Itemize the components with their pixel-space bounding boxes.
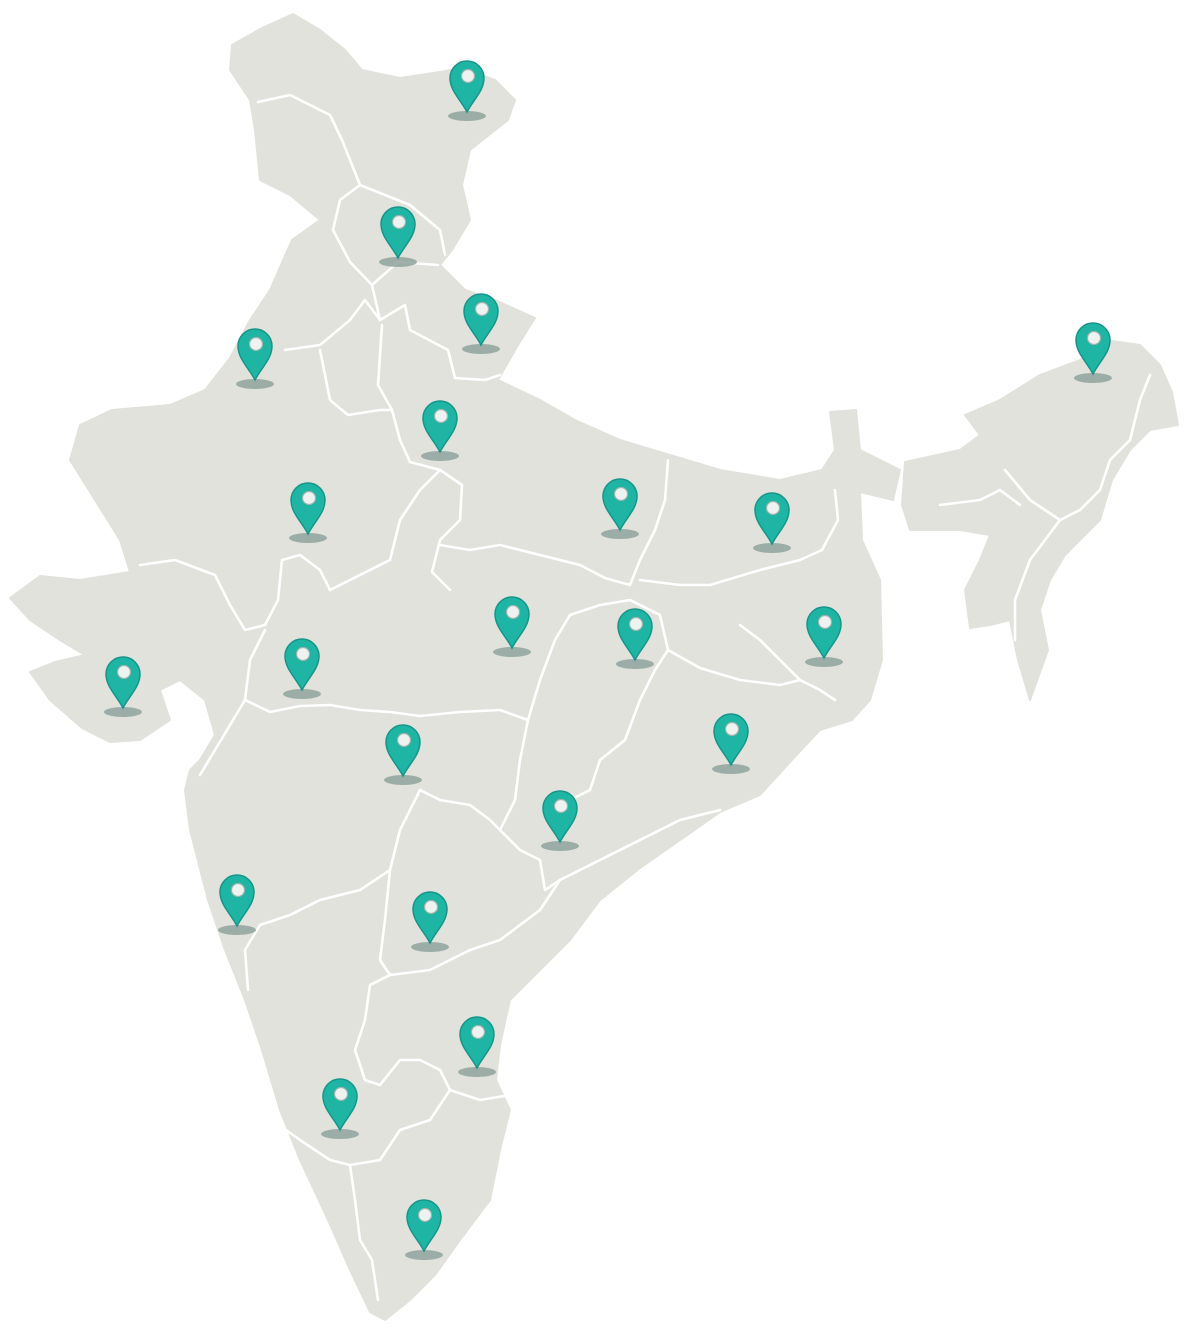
pin-center-dot [118, 666, 131, 679]
pin-center-dot [435, 410, 448, 423]
pin-center-dot [425, 901, 438, 914]
pin-center-dot [462, 70, 475, 83]
pin-center-dot [767, 502, 780, 515]
pin-center-dot [507, 606, 520, 619]
pin-center-dot [1088, 332, 1101, 345]
pin-center-dot [297, 648, 310, 661]
pin-center-dot [726, 723, 739, 736]
pin-center-dot [472, 1026, 485, 1039]
pin-center-dot [555, 800, 568, 813]
pin-center-dot [335, 1088, 348, 1101]
pin-center-dot [393, 216, 406, 229]
pin-center-dot [819, 616, 832, 629]
pin-center-dot [615, 488, 628, 501]
northeast-landmass [902, 340, 1178, 700]
pin-center-dot [232, 884, 245, 897]
pin-center-dot [419, 1209, 432, 1222]
mainland-landmass [10, 14, 900, 1320]
pin-center-dot [250, 338, 263, 351]
pin-center-dot [476, 303, 489, 316]
pin-center-dot [398, 734, 411, 747]
pin-center-dot [630, 618, 643, 631]
pin-center-dot [303, 492, 316, 505]
